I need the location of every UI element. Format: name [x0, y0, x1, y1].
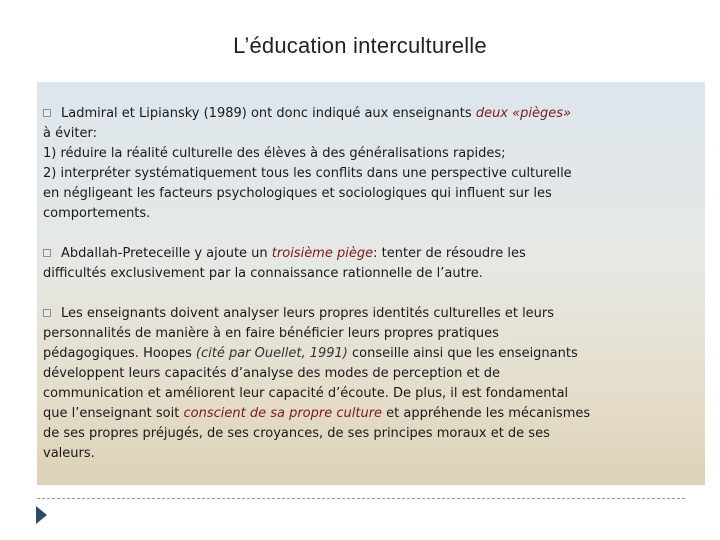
- slide-title: L’éducation interculturelle: [233, 33, 487, 58]
- emphasis-troisieme-piege: troisième piège: [271, 246, 374, 261]
- text-run: conseille ainsi que les enseignants: [347, 346, 578, 361]
- text-line: à éviter:: [43, 126, 97, 141]
- text-line: 1) réduire la réalité culturelle des élèves à des généralisations rapides;: [43, 146, 506, 161]
- text-line: [43, 244, 683, 264]
- text-run: Ladmiral et Lipiansky (1989) ont donc indiqué aux enseignants: [61, 106, 476, 121]
- text-line: valeurs.: [43, 446, 95, 461]
- text-line: personnalités de manière à en faire bénéficier leurs propres pratiques: [43, 326, 499, 341]
- text-line: comportements.: [43, 206, 151, 221]
- text-line: en négligeant les facteurs psychologiques et sociologiques qui influent sur les: [43, 186, 552, 201]
- square-bullet-icon: [43, 109, 51, 117]
- emphasis-conscience-culture: conscient de sa propre culture: [183, 406, 383, 421]
- bullet-paragraph-troisieme-piege: [43, 244, 683, 284]
- text-line: 2) interpréter systématiquement tous les conflits dans une perspective culturelle: [43, 166, 572, 181]
- bullet-paragraph-pieges: [43, 104, 683, 224]
- text-run: que l’enseignant soit: [43, 406, 184, 421]
- square-bullet-icon: [43, 309, 51, 317]
- text-line: [43, 304, 683, 324]
- text-run: pédagogiques. Hoopes: [43, 346, 196, 361]
- text-run: : tenter de résoudre les: [373, 246, 526, 261]
- text-line: [43, 104, 683, 124]
- next-slide-arrow-icon[interactable]: [36, 506, 47, 524]
- text-line: [43, 404, 683, 424]
- content-text: [43, 104, 683, 484]
- bullet-paragraph-identites: [43, 304, 683, 464]
- emphasis-deux-pieges: deux «pièges»: [475, 106, 572, 121]
- text-line: de ses propres préjugés, de ses croyances, de ses principes moraux et de ses: [43, 426, 550, 441]
- text-run: et appréhende les mécanismes: [382, 406, 591, 421]
- square-bullet-icon: [43, 249, 51, 257]
- text-run: Abdallah-Preteceille y ajoute un: [61, 246, 272, 261]
- text-line: difficultés exclusivement par la connaissance rationnelle de l’autre.: [43, 266, 483, 281]
- text-run: Les enseignants doivent analyser leurs propres identités culturelles et leurs: [61, 306, 555, 321]
- text-line: communication et améliorent leur capacité d’écoute. De plus, il est fondamental: [43, 386, 569, 401]
- text-line: [43, 344, 683, 364]
- text-line: développent leurs capacités d’analyse des modes de perception et de: [43, 366, 500, 381]
- citation-ouellet: (cité par Ouellet, 1991): [195, 346, 348, 361]
- footer-divider: [37, 498, 685, 499]
